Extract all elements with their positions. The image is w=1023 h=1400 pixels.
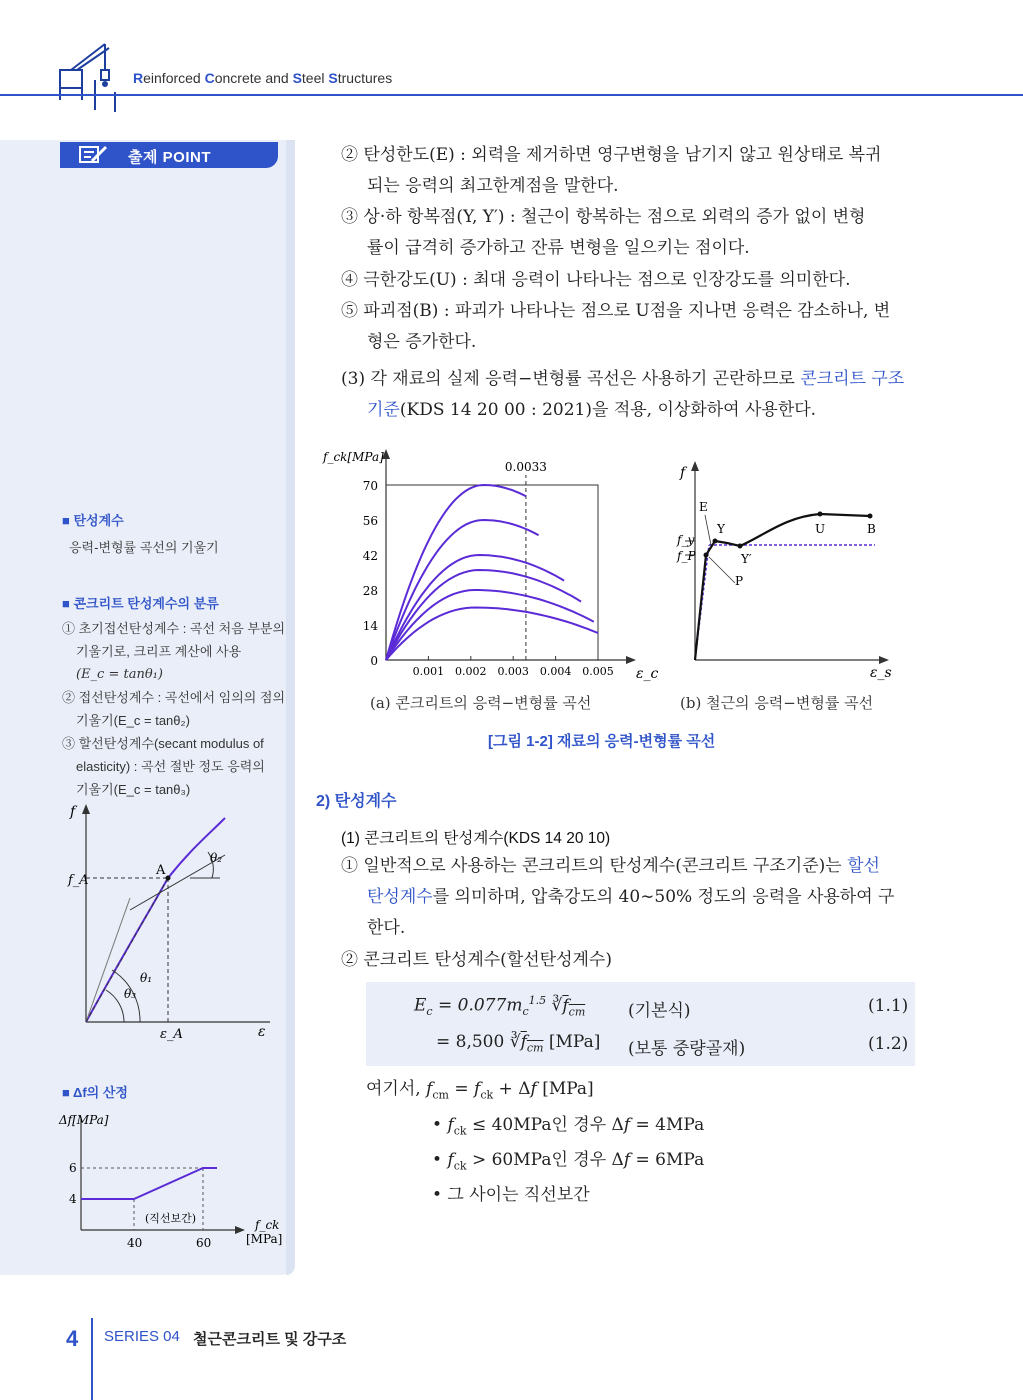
side-heading-classification: ■ 콘크리트 탄성계수의 분류 xyxy=(62,596,219,611)
side-text-elastic: 응력-변형률 곡선의 기울기 xyxy=(69,540,219,555)
x-tick-label: 0.003 xyxy=(497,665,529,678)
bullet-2: • $f_{ck} > 60MPa$인 경우 Δf = 6MPa xyxy=(432,1150,705,1173)
pt-u: U xyxy=(815,522,826,536)
item-fracture-point: ⑤ 파괴점(B) : 파괴가 나타나는 점으로 U점을 지나면 응력은 감소하나, 변 형은 증가한다. xyxy=(341,301,891,352)
eq1-label: (기본식) xyxy=(628,1001,691,1021)
concrete-xlabel: ε_c xyxy=(636,666,659,682)
plot-frame xyxy=(386,485,598,660)
footer-divider xyxy=(91,1318,93,1400)
mf-eps: ε xyxy=(258,1024,266,1040)
header-rule xyxy=(0,94,1023,96)
stress-strain-curve xyxy=(386,608,598,661)
item-yield-point: ③ 상·하 항복점(Y, Y′) : 철근이 항복하는 점으로 외력의 증가 없이 변형 률이 급격히 증가하고 잔류 변형을 일으키는 점이다. xyxy=(341,207,866,258)
y-tick-label: 56 xyxy=(362,514,378,528)
mf-epsa: ε_A xyxy=(160,1027,183,1042)
equation-box xyxy=(366,982,915,1066)
df-tick-60: 60 xyxy=(196,1236,212,1250)
eq1-formula: $E_c = 0.077m_c^{1.5}$ $∛f_{cm}$ xyxy=(414,994,586,1019)
y-tick-label: 70 xyxy=(362,479,378,493)
pt-y-prime: Y′ xyxy=(741,552,752,566)
sidebar-edge xyxy=(286,140,295,1275)
df-ylabel: Δf[MPa] xyxy=(59,1113,109,1127)
concrete-stress-strain-chart xyxy=(318,445,659,690)
where-line: 여기서, $f_{cm} = f_{ck} + \Delta f$ [MPa] xyxy=(366,1079,594,1102)
section-heading: 2) 탄성계수 xyxy=(316,793,397,810)
y-tick-label: 0 xyxy=(370,654,378,668)
para-secant: ① 일반적으로 사용하는 콘크리트의 탄성계수(콘크리트 구조기준)는 할선 탄성계수를 의미하며, 압축강도의 40∼50% 정도의 응력을 사용하여 구 한다. xyxy=(341,856,895,938)
book-title: 철근콘크리트 및 강구조 xyxy=(193,1331,347,1348)
mf-theta3: θ₃ xyxy=(124,987,137,1001)
caption-b: (b) 철근의 응력−변형률 곡선 xyxy=(680,694,874,712)
pt-b: B xyxy=(867,522,876,536)
subsection-heading: (1) 콘크리트의 탄성계수(KDS 14 20 10) xyxy=(341,830,611,847)
series-label: SERIES 04 xyxy=(104,1328,180,1345)
y-tick-label: 42 xyxy=(362,549,378,563)
pt-p: P xyxy=(735,574,744,588)
pt-fy: f_y xyxy=(677,533,695,547)
class-item-1: ① 초기접선탄성계수 : 곡선 처음 부분의 기울기로, 크리프 계산에 사용 (E_c = tanθ₁) xyxy=(62,621,286,682)
df-tick-40: 40 xyxy=(127,1236,143,1250)
badge-label: 출제 POINT xyxy=(128,149,211,166)
delta-f-chart xyxy=(55,1105,285,1255)
df-xlabel-bottom: [MPa] xyxy=(246,1232,283,1246)
class-item-2: ② 접선탄성계수 : 곡선에서 임의의 점의 기울기(E_c = tanθ₂) xyxy=(62,690,286,728)
mf-f-label: f xyxy=(70,804,76,820)
para-modulus: ② 콘크리트 탄성계수(할선탄성계수) xyxy=(341,950,612,970)
eq1-number: (1.1) xyxy=(868,996,909,1016)
mf-a-label: A xyxy=(156,863,166,878)
eq2-number: (1.2) xyxy=(868,1034,909,1054)
mf-fa-label: f_A xyxy=(68,873,89,888)
df-tick-4: 4 xyxy=(69,1192,77,1206)
exam-point-badge xyxy=(60,142,278,168)
side-heading-elastic: ■ 탄성계수 xyxy=(62,513,124,528)
steel-stress-strain-chart xyxy=(665,455,905,690)
df-tick-6: 6 xyxy=(69,1161,77,1175)
classification-list xyxy=(62,617,287,801)
mf-theta2: θ₂ xyxy=(210,851,223,865)
pt-y: Y xyxy=(717,522,725,536)
item-elastic-limit: ② 탄성한도(E) : 외력을 제거하면 영구변형을 남기지 않고 원상태로 복귀 되는 응력의 최고한계점을 말한다. xyxy=(341,145,882,196)
pt-e: E xyxy=(699,500,708,514)
df-note: (직선보간) xyxy=(145,1212,197,1225)
bullet-3: • 그 사이는 직선보간 xyxy=(432,1185,590,1205)
bullet-1: • $f_{ck} \le 40MPa$인 경우 Δf = 4MPa xyxy=(432,1115,705,1138)
figure-caption: [그림 1-2] 재료의 응력-변형률 곡선 xyxy=(488,733,716,750)
y-tick-label: 28 xyxy=(362,584,378,598)
pencil-note-icon xyxy=(78,145,110,165)
ultimate-strain-label: 0.0033 xyxy=(504,460,547,474)
stress-strain-curve xyxy=(386,570,581,660)
eq2-label: (보통 중량골재) xyxy=(628,1039,746,1059)
steel-ylabel: f xyxy=(680,465,686,481)
pt-fp: f_P xyxy=(677,549,696,563)
side-heading-delta-f: ■ Δf의 산정 xyxy=(62,1085,128,1100)
page-number: 4 xyxy=(66,1326,79,1351)
class-item-3: ③ 할선탄성계수(secant modulus of elasticity) : 곡선 절반 정도 응력의 기울기(E_c = tanθ₃) xyxy=(62,736,265,797)
steel-xlabel: ε_s xyxy=(870,665,892,681)
x-axis-arrow xyxy=(626,656,636,664)
x-tick-label: 0.002 xyxy=(455,665,487,678)
item-ultimate-strength: ④ 극한강도(U) : 최대 응력이 나타나는 점으로 인장강도를 의미한다. xyxy=(341,270,851,290)
crane-logo xyxy=(55,40,125,115)
x-tick-label: 0.001 xyxy=(412,665,445,678)
x-tick-label: 0.004 xyxy=(539,665,572,678)
concrete-ylabel: f_ck[MPa] xyxy=(323,450,384,464)
df-xlabel-top: f_ck xyxy=(255,1218,280,1232)
header-title: Reinforced Concrete and Steel Structures xyxy=(133,70,393,86)
mf-theta1: θ₁ xyxy=(140,971,153,985)
modulus-figure xyxy=(60,800,285,1045)
item-3-text: (3) 각 재료의 실제 응력−변형률 곡선은 사용하기 곤란하므로 콘크리트 구조 기준(KDS 14 20 00 : 2021)을 적용, 이상화하여 사용한다. xyxy=(341,369,905,420)
caption-a: (a) 콘크리트의 응력−변형률 곡선 xyxy=(370,694,592,712)
x-tick-label: 0.005 xyxy=(582,665,614,678)
y-tick-label: 14 xyxy=(362,619,378,633)
eq2-formula: = 8,500 $∛f_{cm}$ [MPa] xyxy=(436,1032,601,1055)
